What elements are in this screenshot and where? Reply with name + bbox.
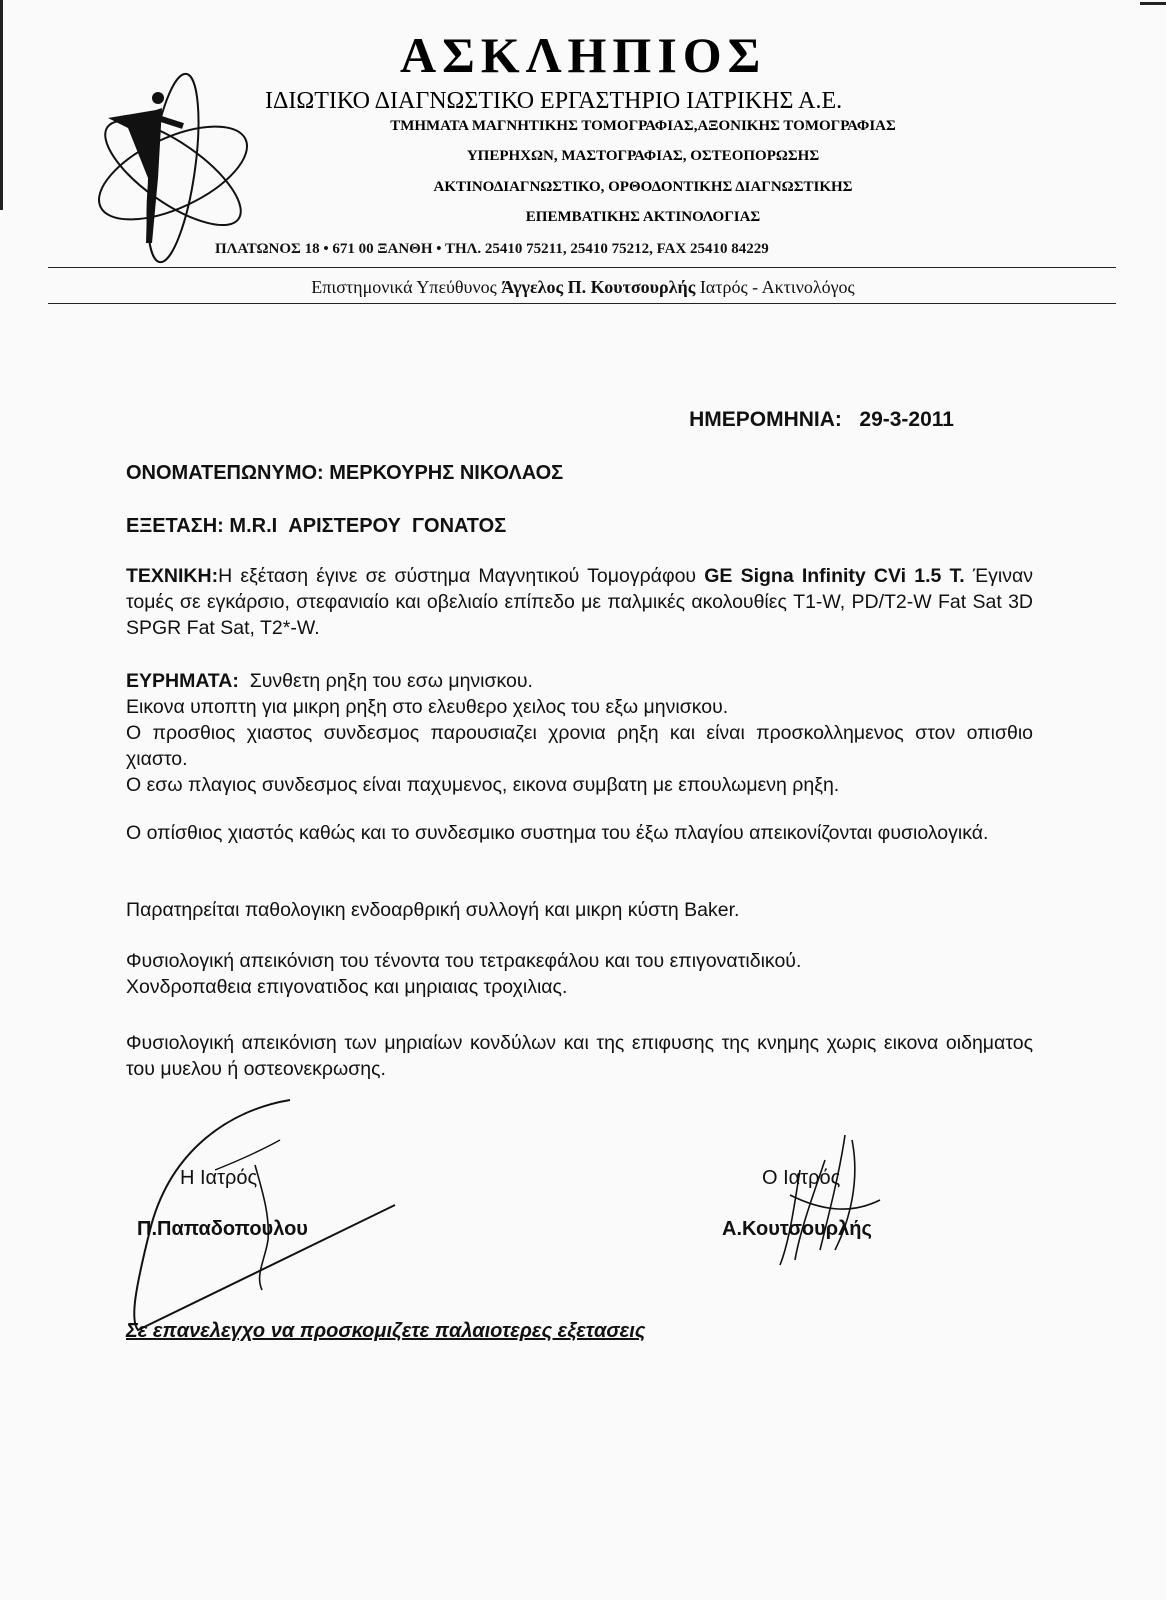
findings-line-4: Ο εσω πλαγιος συνδεσμος είναι παχυμενος, εικονα συμβατη με επουλωμενη ρηξη. [126,774,840,796]
findings-label: ΕΥΡΗΜΑΤΑ: [126,670,239,692]
exam-row [126,515,506,538]
findings-block [126,668,1033,798]
findings-line-1 [126,668,1033,694]
responsible-suffix: Ιατρός - Ακτινολόγος [699,277,855,297]
findings-line-1-text: Συνθετη ρηξη του εσω μηνισκου. [249,670,533,692]
services-line-1: ΤΜΗΜΑΤΑ ΜΑΓΝΗΤΙΚΗΣ ΤΟΜΟΓΡΑΦΙΑΣ,ΑΞΟΝΙΚΗΣ ΤΟΜΟΓΡΑΦΙΑΣ [390,118,896,134]
lab-subtitle: ΙΔΙΩΤΙΚΟ ΔΙΑΓΝΩΣΤΙΚΟ ΕΡΓΑΣΤΗΡΙΟ ΙΑΤΡΙΚΗΣ Α.Ε. [265,88,843,114]
right-signature-title: Ο Ιατρός [762,1167,841,1189]
responsible-name: Άγγελος Π. Κουτσουρλής [501,277,696,297]
left-signature-title: Η Ιατρός [180,1167,258,1189]
paragraph-4-line-1: Φυσιολογική απεικόνιση του τένοντα του τετρακεφάλου και του επιγονατιδικού. [126,950,802,972]
report-date [689,408,954,432]
right-signature-name: Α.Κουτσουρλής [722,1218,872,1240]
name-value: ΜΕΡΚΟΥΡΗΣ ΝΙΚΟΛΑΟΣ [329,462,564,484]
patient-name-row [126,462,563,485]
date-label: ΗΜΕΡΟΜΗΝΙΑ: [689,408,842,431]
findings-line-2: Εικονα υποπτη για μικρη ρηξη στο ελευθερο χειλος του εξω μηνισκου. [126,696,729,718]
technique-text-2: Έγιναν τομές σε εγκάρσιο, στεφανιαίο και οβελιαίο επίπεδο με παλμικές ακολουθίες T1-W, PD/T2-W Fat Sat 3D SPGR Fat Sat, T2*-W. [126,565,1033,639]
exam-value: M.R.I ΑΡΙΣΤΕΡΟΥ ΓΟΝΑΤΟΣ [229,515,507,537]
header-rule-top [48,267,1116,268]
exam-label: ΕΞΕΤΑΣΗ: [126,515,224,537]
name-label: ΟΝΟΜΑΤΕΠΩΝΥΜΟ: [126,462,324,484]
responsible-prefix: Επιστημονικά Υπεύθυνος [311,277,497,297]
footer-note: Σε επανελεγχο να προσκομιζετε παλαιοτερες εξετασεις [126,1320,646,1342]
paragraph-4 [126,948,1033,1000]
scan-edge-left [0,0,3,210]
address-line: ΠΛΑΤΩΝΟΣ 18 • 671 00 ΞΑΝΘΗ • ΤΗΛ. 25410 75211, 25410 75212, FAX 25410 84229 [215,241,769,257]
technique-system: GE Signa Infinity CVi 1.5 T. [704,565,965,587]
services-line-4: ΕΠΕΜΒΑΤΙΚΗΣ ΑΚΤΙΝΟΛΟΓΙΑΣ [525,209,761,225]
scan-edge-top [1140,2,1166,5]
paragraph-4-line-2: Χονδροπαθεια επιγονατιδος και μηριαιας τροχιλιας. [126,976,568,998]
asklepios-logo-icon [88,68,263,268]
left-signature-name: Π.Παπαδοπουλου [137,1218,308,1240]
paragraph-5: Φυσιολογική απεικόνιση των μηριαίων κονδύλων και της επιφυσης της κνημης χωρις εικονα οιδηματος του μυελου ή οστεονεκρωσης. [126,1032,1033,1080]
paragraph-2: Ο οπίσθιος χιαστός καθώς και το συνδεσμικο συστημα του έξω πλαγίου απεικονίζονται φυσιολογικά. [126,822,989,844]
technique-label: ΤΕΧΝΙΚΗ: [126,565,219,587]
brand-title: ΑΣΚΛΗΠΙΟΣ [400,27,767,83]
services-line-3: ΑΚΤΙΝΟΔΙΑΓΝΩΣΤΙΚΟ, ΟΡΘΟΔΟΝΤΙΚΗΣ ΔΙΑΓΝΩΣΤΙΚΗΣ [433,179,853,195]
date-value: 29-3-2011 [859,408,954,431]
responsible-line [0,277,1166,298]
findings-line-3: Ο προσθιος χιαστος συνδεσμος παρουσιαζει χρονια ρηξη και είναι προσκολλημενος στον οπισθιο χιαστο. [126,722,1033,770]
technique-paragraph [126,563,1033,641]
paragraph-3: Παρατηρείται παθολογικη ενδοαρθρική συλλογή και μικρη κύστη Baker. [126,899,740,921]
services-line-2: ΥΠΕΡΗΧΩΝ, ΜΑΣΤΟΓΡΑΦΙΑΣ, ΟΣΤΕΟΠΟΡΩΣΗΣ [466,148,820,164]
header-rule-bottom [48,303,1116,304]
technique-text-1: Η εξέταση έγινε σε σύστημα Μαγνητικού Τομογράφου [218,565,705,587]
